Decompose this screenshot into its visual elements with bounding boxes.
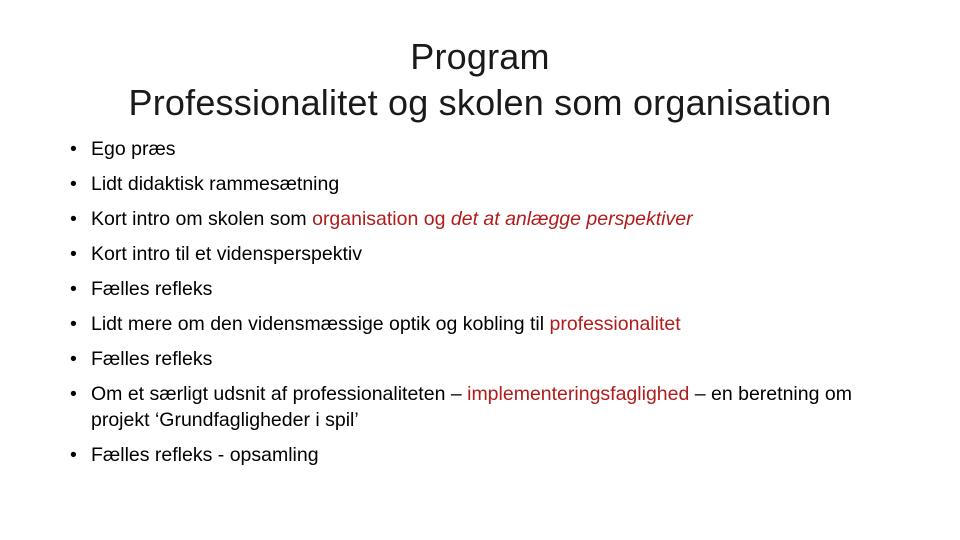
bullet-dot-icon: • (70, 348, 77, 370)
bullet-dot-icon: • (70, 243, 77, 265)
bullet-dot-icon: • (70, 313, 77, 335)
bullet-dot-icon: • (70, 278, 77, 300)
bullet-item (70, 381, 870, 433)
bullet-text: Kort intro om skolen som (91, 208, 313, 230)
bullet-item (70, 442, 870, 468)
bullet-item (70, 311, 870, 337)
bullet-dot-icon: • (70, 173, 77, 195)
bullet-highlight: professionalitet (549, 313, 681, 335)
bullet-highlight: implementeringsfaglighed (467, 383, 690, 405)
bullet-dot-icon: • (70, 383, 77, 405)
bullet-dot-icon: • (70, 138, 77, 160)
bullet-item (70, 171, 870, 197)
bullet-dot-icon: • (70, 444, 77, 466)
title-line-1: Program (410, 36, 550, 77)
bullet-dot-icon: • (70, 208, 77, 230)
bullet-item (70, 136, 870, 162)
bullet-text: Kort intro til et vidensperspektiv (91, 243, 362, 265)
bullet-text: Lidt didaktisk rammesætning (91, 173, 340, 195)
bullet-text: Lidt mere om den vidensmæssige optik og kobling til (91, 313, 550, 335)
bullet-highlight-italic: det at anlægge perspektiver (450, 208, 693, 230)
bullet-text: Fælles refleks - opsamling (91, 444, 319, 466)
slide-title (60, 34, 900, 126)
bullet-item (70, 346, 870, 372)
bullet-text: Fælles refleks (91, 278, 213, 300)
bullet-item (70, 276, 870, 302)
bullet-text: Fælles refleks (91, 348, 213, 370)
bullet-text-tail: – en beretning om projekt ‘Grundfagligheder i spil’ (91, 383, 852, 431)
bullet-list (70, 136, 870, 468)
bullet-text: Om et særligt udsnit af professionaliteten – (91, 383, 468, 405)
bullet-item (70, 241, 870, 267)
bullet-text: Ego præs (91, 138, 176, 160)
bullet-item (70, 206, 870, 232)
bullet-highlight: organisation og (312, 208, 451, 230)
title-line-2: Professionalitet og skolen som organisation (128, 82, 832, 123)
